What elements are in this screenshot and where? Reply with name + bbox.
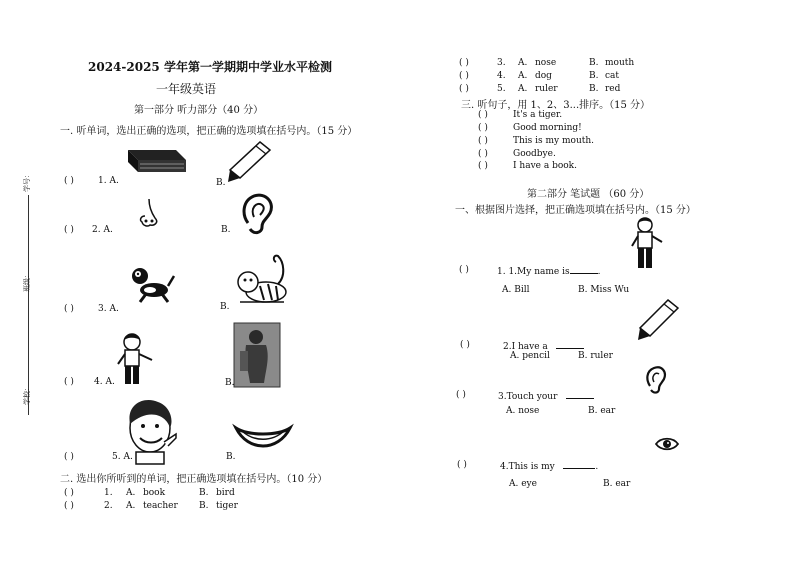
w1-item-3-paren[interactable]: ( ) bbox=[456, 390, 466, 400]
q2-item-3-num: 3. bbox=[497, 58, 506, 68]
q2-item-5-b-word: red bbox=[605, 84, 621, 94]
q1-item-2-paren[interactable]: ( ) bbox=[64, 225, 74, 235]
q2-item-1-b-word: bird bbox=[216, 488, 235, 498]
nose-icon bbox=[137, 198, 161, 228]
q2-item-2-paren[interactable]: ( ) bbox=[64, 501, 74, 511]
q1-title: 一. 听单词，选出正确的选项，把正确的选项填在括号内。（15 分） bbox=[60, 126, 358, 137]
q2-item-4-a: A. bbox=[518, 71, 528, 81]
w1-item-1-blank[interactable] bbox=[570, 265, 598, 274]
q2-item-2-a: A. bbox=[126, 501, 136, 511]
book-icon bbox=[126, 146, 188, 176]
q2-item-1-b: B. bbox=[199, 488, 209, 498]
q2-item-1-a-word: book bbox=[143, 488, 166, 498]
eye-picture-icon bbox=[655, 436, 679, 452]
w1-item-2-paren[interactable]: ( ) bbox=[460, 340, 470, 350]
w1-title: 一、根据图片选择，把正确选项填在括号内。（15 分） bbox=[455, 205, 696, 216]
school-label: 学校： bbox=[23, 384, 31, 405]
q2-item-5-a: A. bbox=[518, 84, 528, 94]
w1-item-3-blank[interactable] bbox=[566, 390, 594, 399]
q2-item-2-a-word: teacher bbox=[143, 501, 178, 511]
w1-item-1-stem: 1. 1.My name is . bbox=[497, 267, 601, 277]
pencil-icon bbox=[226, 140, 272, 184]
q3-item-2-text: Good morning! bbox=[513, 123, 582, 133]
w1-item-2-stem-text: 2.I have a bbox=[503, 342, 548, 352]
q1-item-5-a: 5. A. bbox=[112, 452, 133, 462]
q1-item-3-a: 3. A. bbox=[98, 304, 119, 314]
q2-item-1-num: 1. bbox=[104, 488, 113, 498]
w1-item-2-blank[interactable] bbox=[556, 340, 584, 349]
w1-item-4-stem: 4.This is my . bbox=[500, 462, 599, 472]
q2-item-5-a-word: ruler bbox=[535, 84, 558, 94]
w1-item-1-stem-text: 1. 1.My name is bbox=[497, 267, 570, 277]
q3-item-4-paren[interactable]: ( ) bbox=[478, 149, 488, 159]
q1-item-3-paren[interactable]: ( ) bbox=[64, 304, 74, 314]
q1-item-3-b: B. bbox=[220, 302, 230, 312]
q2-item-4-num: 4. bbox=[497, 71, 506, 81]
q1-item-4-paren[interactable]: ( ) bbox=[64, 377, 74, 387]
q1-item-1-a: 1. A. bbox=[98, 176, 119, 186]
q3-title: 三. 听句子，用 1、2、3...排序。（15 分） bbox=[461, 100, 651, 111]
w1-item-2-a: A. pencil bbox=[510, 351, 550, 361]
q2-item-5-b: B. bbox=[589, 84, 599, 94]
q1-item-1-b: B. bbox=[216, 178, 226, 188]
q1-item-1-paren[interactable]: ( ) bbox=[64, 176, 74, 186]
q2-item-1-paren[interactable]: ( ) bbox=[64, 488, 74, 498]
q3-item-4-text: Goodbye. bbox=[513, 149, 556, 159]
ear-icon bbox=[240, 193, 276, 235]
w1-item-2-b: B. ruler bbox=[578, 351, 613, 361]
part1-heading: 第一部分 听力部分（40 分） bbox=[134, 105, 264, 116]
q3-item-5-paren[interactable]: ( ) bbox=[478, 161, 488, 171]
exam-title: 2024-2025 学年第一学期期中学业水平检测 bbox=[88, 60, 332, 74]
dog-icon bbox=[128, 264, 174, 304]
q2-item-3-a: A. bbox=[518, 58, 528, 68]
w1-item-1-b: B. Miss Wu bbox=[578, 285, 630, 295]
q2-item-1-a: A. bbox=[126, 488, 136, 498]
q3-item-1-text: It's a tiger. bbox=[513, 110, 563, 120]
part2-heading: 第二部分 笔试题 （60 分） bbox=[527, 189, 650, 200]
q2-item-2-num: 2. bbox=[104, 501, 113, 511]
student-id-label: 学号： bbox=[23, 171, 31, 192]
mouth-pointing-boy-icon bbox=[124, 398, 178, 464]
q2-item-4-b-word: cat bbox=[605, 71, 620, 81]
q2-item-5-paren[interactable]: ( ) bbox=[459, 84, 469, 94]
boy-picture-icon bbox=[630, 216, 664, 272]
q2-item-4-b: B. bbox=[589, 71, 599, 81]
w1-item-3-a: A. nose bbox=[506, 406, 540, 416]
q3-item-1-paren[interactable]: ( ) bbox=[478, 110, 488, 120]
w1-item-1-paren[interactable]: ( ) bbox=[459, 265, 469, 275]
w1-item-3-b: B. ear bbox=[588, 406, 616, 416]
ear-picture-icon bbox=[645, 366, 667, 394]
q1-item-4-b: B. bbox=[225, 378, 235, 388]
q2-item-4-paren[interactable]: ( ) bbox=[459, 71, 469, 81]
q2-item-4-a-word: dog bbox=[535, 71, 552, 81]
pencil-picture-icon bbox=[636, 298, 680, 342]
q3-item-5-text: I have a book. bbox=[513, 161, 577, 171]
q2-item-2-b-word: tiger bbox=[216, 501, 238, 511]
q1-item-4-a: 4. A. bbox=[94, 377, 115, 387]
q3-item-2-paren[interactable]: ( ) bbox=[478, 123, 488, 133]
q2-item-5-num: 5. bbox=[497, 84, 506, 94]
w1-item-1-a: A. Bill bbox=[502, 285, 530, 295]
q1-item-5-paren[interactable]: ( ) bbox=[64, 452, 74, 462]
exam-subtitle: 一年级英语 bbox=[156, 82, 217, 96]
q2-item-3-paren[interactable]: ( ) bbox=[459, 58, 469, 68]
q3-item-3-paren[interactable]: ( ) bbox=[478, 136, 488, 146]
q2-title: 二. 选出你所听到的单词，把正确选项填在括号内。（10 分） bbox=[60, 474, 328, 485]
binding-line bbox=[28, 195, 29, 415]
tiger-icon bbox=[234, 252, 290, 308]
mouth-icon bbox=[234, 422, 292, 452]
w1-item-4-a: A. eye bbox=[509, 479, 537, 489]
q2-item-3-b: B. bbox=[589, 58, 599, 68]
w1-item-3-stem bbox=[498, 390, 594, 402]
w1-item-3-stem-text: 3.Touch your bbox=[498, 392, 558, 402]
q2-item-2-b: B. bbox=[199, 501, 209, 511]
q3-item-3-text: This is my mouth. bbox=[513, 136, 595, 146]
boy-icon bbox=[116, 332, 156, 388]
woman-photo-icon bbox=[234, 323, 280, 387]
q1-item-2-b: B. bbox=[221, 225, 231, 235]
q1-item-2-a: 2. A. bbox=[92, 225, 113, 235]
w1-item-4-b: B. ear bbox=[603, 479, 631, 489]
q2-item-3-a-word: nose bbox=[535, 58, 557, 68]
q2-item-3-b-word: mouth bbox=[605, 58, 635, 68]
w1-item-4-paren[interactable]: ( ) bbox=[457, 460, 467, 470]
q1-item-5-b: B. bbox=[226, 452, 236, 462]
w1-item-4-stem-text: 4.This is my bbox=[500, 462, 555, 472]
w1-item-4-blank[interactable] bbox=[563, 460, 595, 469]
class-label: 班级： bbox=[23, 271, 31, 292]
